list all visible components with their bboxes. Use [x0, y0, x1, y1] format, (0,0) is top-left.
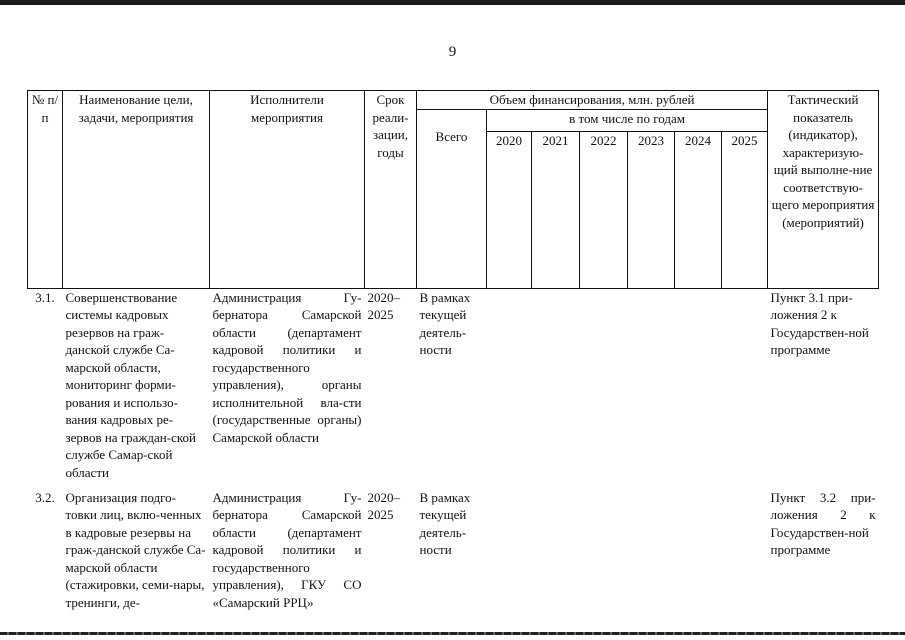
row-total: В рамках текущей деятель-ности — [419, 289, 471, 357]
row-total: В рамках текущей деятель-ности — [419, 489, 471, 557]
header-year-2022: 2022 — [580, 132, 628, 288]
header-year-2023: 2023 — [628, 132, 675, 288]
row-indicator: Пункт 3.2 при-ложения 2 к Государствен-ной программе — [770, 489, 876, 557]
header-num: № п/п — [28, 91, 63, 289]
header-term: Срок реали-зации, годы — [365, 91, 417, 289]
top-border-rule — [0, 0, 905, 5]
row-indicator: Пункт 3.1 при-ложения 2 к Государствен-ной программе — [770, 289, 869, 357]
header-year-2025: 2025 — [722, 132, 768, 288]
row-executors: Администрация Гу-бернатора Самарской области (департамент кадровой политики и государственного управления), органы исполнительной вла-сти (государственные органы) Самарской области — [212, 289, 362, 445]
row-num: 3.1. — [35, 289, 55, 305]
header-funding: Объем финансирования, млн. рублей — [417, 91, 768, 110]
header-indicator: Тактический показатель (индикатор), характеризую-щий выполне-ние соответствую-щего мероприятия (мероприятий) — [768, 91, 879, 289]
header-year-2021: 2021 — [532, 132, 580, 288]
table-row — [28, 489, 879, 612]
header-total: Всего — [417, 109, 487, 288]
bottom-border-rule — [0, 632, 905, 635]
table-row — [28, 288, 879, 489]
header-name: Наименование цели, задачи, мероприятия — [63, 91, 210, 289]
row-name: Организация подго-товки лиц, вклю-ченных в кадровые резервы на граж-данской службе Са-марской области (стажировки, семи-нары, тренинги, де- — [65, 489, 206, 610]
header-by-years: в том числе по годам — [487, 109, 768, 132]
page-number: 9 — [448, 44, 457, 60]
row-executors: Администрация Гу-бернатора Самарской области (департамент кадровой политики и государственного управления), ГКУ СО «Самарский РРЦ» — [212, 489, 362, 610]
header-executors: Исполнители мероприятия — [210, 91, 365, 289]
row-term: 2020–2025 — [367, 289, 400, 322]
header-year-2020: 2020 — [487, 132, 532, 288]
row-term: 2020–2025 — [367, 489, 400, 522]
row-num: 3.2. — [35, 489, 55, 505]
header-year-2024: 2024 — [675, 132, 722, 288]
program-activities-table — [27, 90, 879, 611]
row-name: Совершенствование системы кадровых резервов на граж-данской службе Са-марской области, мониторинг форми-рования и использо-вания кадровых ре-зервов на граждан-ской службе Самар-ской области — [65, 289, 196, 480]
